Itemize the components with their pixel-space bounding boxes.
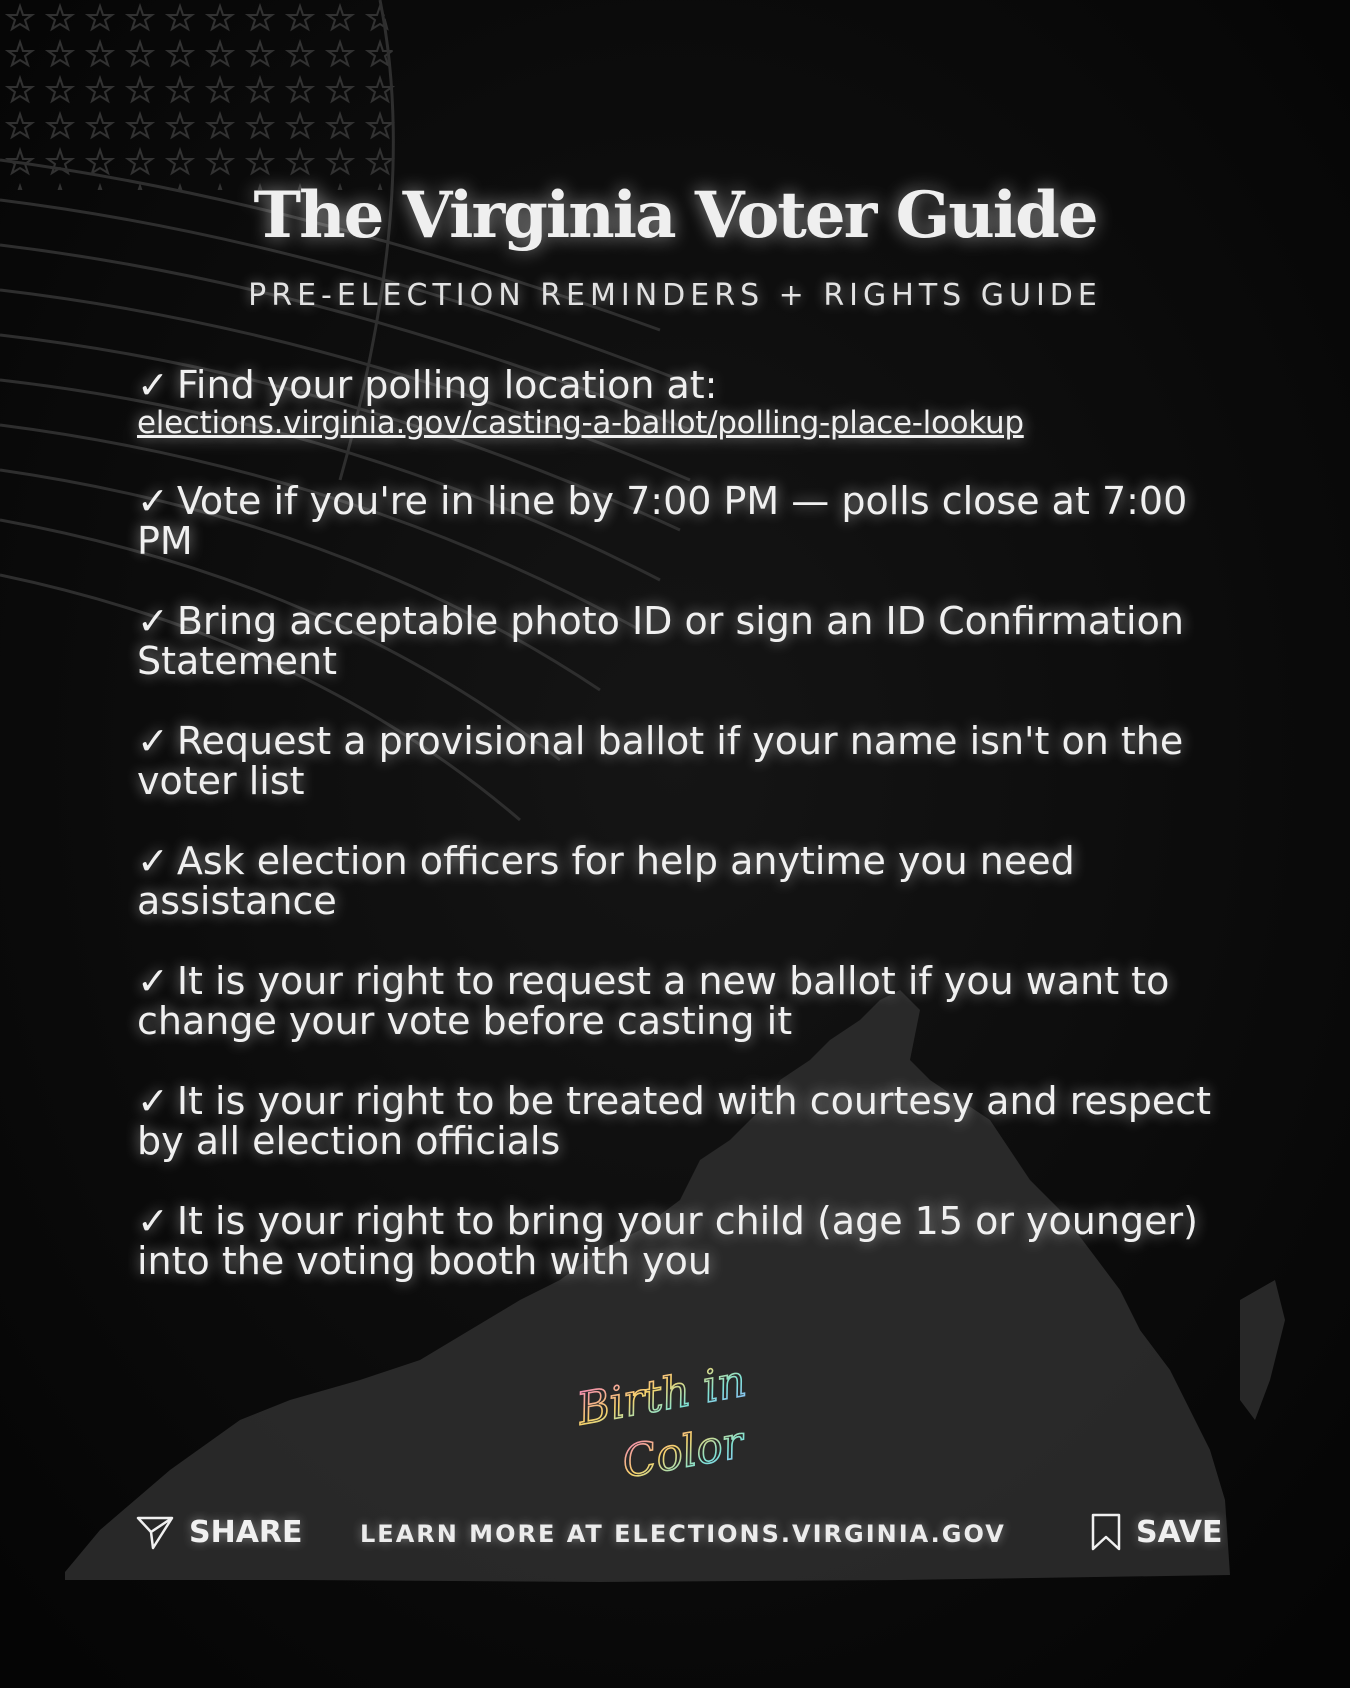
- save-label: SAVE: [1136, 1514, 1223, 1550]
- list-item: [137, 601, 1217, 681]
- learn-more-text: LEARN MORE AT ELECTIONS.VIRGINIA.GOV: [360, 1520, 1006, 1548]
- share-button[interactable]: [135, 1512, 303, 1552]
- list-item-text: It is your right to be treated with courtesy and respect by all election officials: [137, 1079, 1212, 1163]
- list-item: [137, 841, 1217, 921]
- check-icon: ✓: [137, 719, 169, 763]
- flag-stars: [0, 0, 398, 190]
- list-item: [137, 961, 1217, 1041]
- list-item-text: It is your right to bring your child (age 15 or younger) into the voting booth with you: [137, 1199, 1198, 1283]
- list-item-text: Vote if you're in line by 7:00 PM — polls close at 7:00 PM: [137, 479, 1188, 563]
- list-item: [137, 721, 1217, 801]
- reminder-list: [137, 365, 1217, 1321]
- list-item-text: It is your right to request a new ballot if you want to change your vote before casting it: [137, 959, 1170, 1043]
- check-icon: ✓: [137, 959, 169, 1003]
- list-item-text: Find your polling location at:: [176, 363, 718, 407]
- birth-in-color-logo: [570, 1352, 790, 1492]
- list-item: [137, 1201, 1217, 1281]
- logo-line-2: Color: [618, 1416, 748, 1489]
- check-icon: ✓: [137, 839, 169, 883]
- logo-line-1: Birth in: [573, 1355, 750, 1436]
- page-subtitle: PRE-ELECTION REMINDERS + RIGHTS GUIDE: [248, 278, 1102, 313]
- bookmark-icon: [1090, 1512, 1122, 1552]
- check-icon: ✓: [137, 1079, 169, 1123]
- list-item-text: Ask election officers for help anytime you need assistance: [137, 839, 1075, 923]
- send-icon: [135, 1512, 175, 1552]
- page-title: The Virginia Voter Guide: [253, 178, 1097, 253]
- check-icon: ✓: [137, 479, 169, 523]
- footer-bar: [0, 1512, 1350, 1568]
- check-icon: ✓: [137, 1199, 169, 1243]
- check-icon: ✓: [137, 363, 169, 407]
- save-button[interactable]: [1090, 1512, 1223, 1552]
- check-icon: ✓: [137, 599, 169, 643]
- list-item-text: Bring acceptable photo ID or sign an ID Confirmation Statement: [137, 599, 1184, 683]
- list-item: [137, 481, 1217, 561]
- list-item: [137, 1081, 1217, 1161]
- polling-lookup-link[interactable]: elections.virginia.gov/casting-a-ballot/polling-place-lookup: [137, 405, 1024, 441]
- list-item-text: Request a provisional ballot if your name isn't on the voter list: [137, 719, 1184, 803]
- list-item: [137, 365, 1217, 441]
- share-label: SHARE: [189, 1514, 303, 1550]
